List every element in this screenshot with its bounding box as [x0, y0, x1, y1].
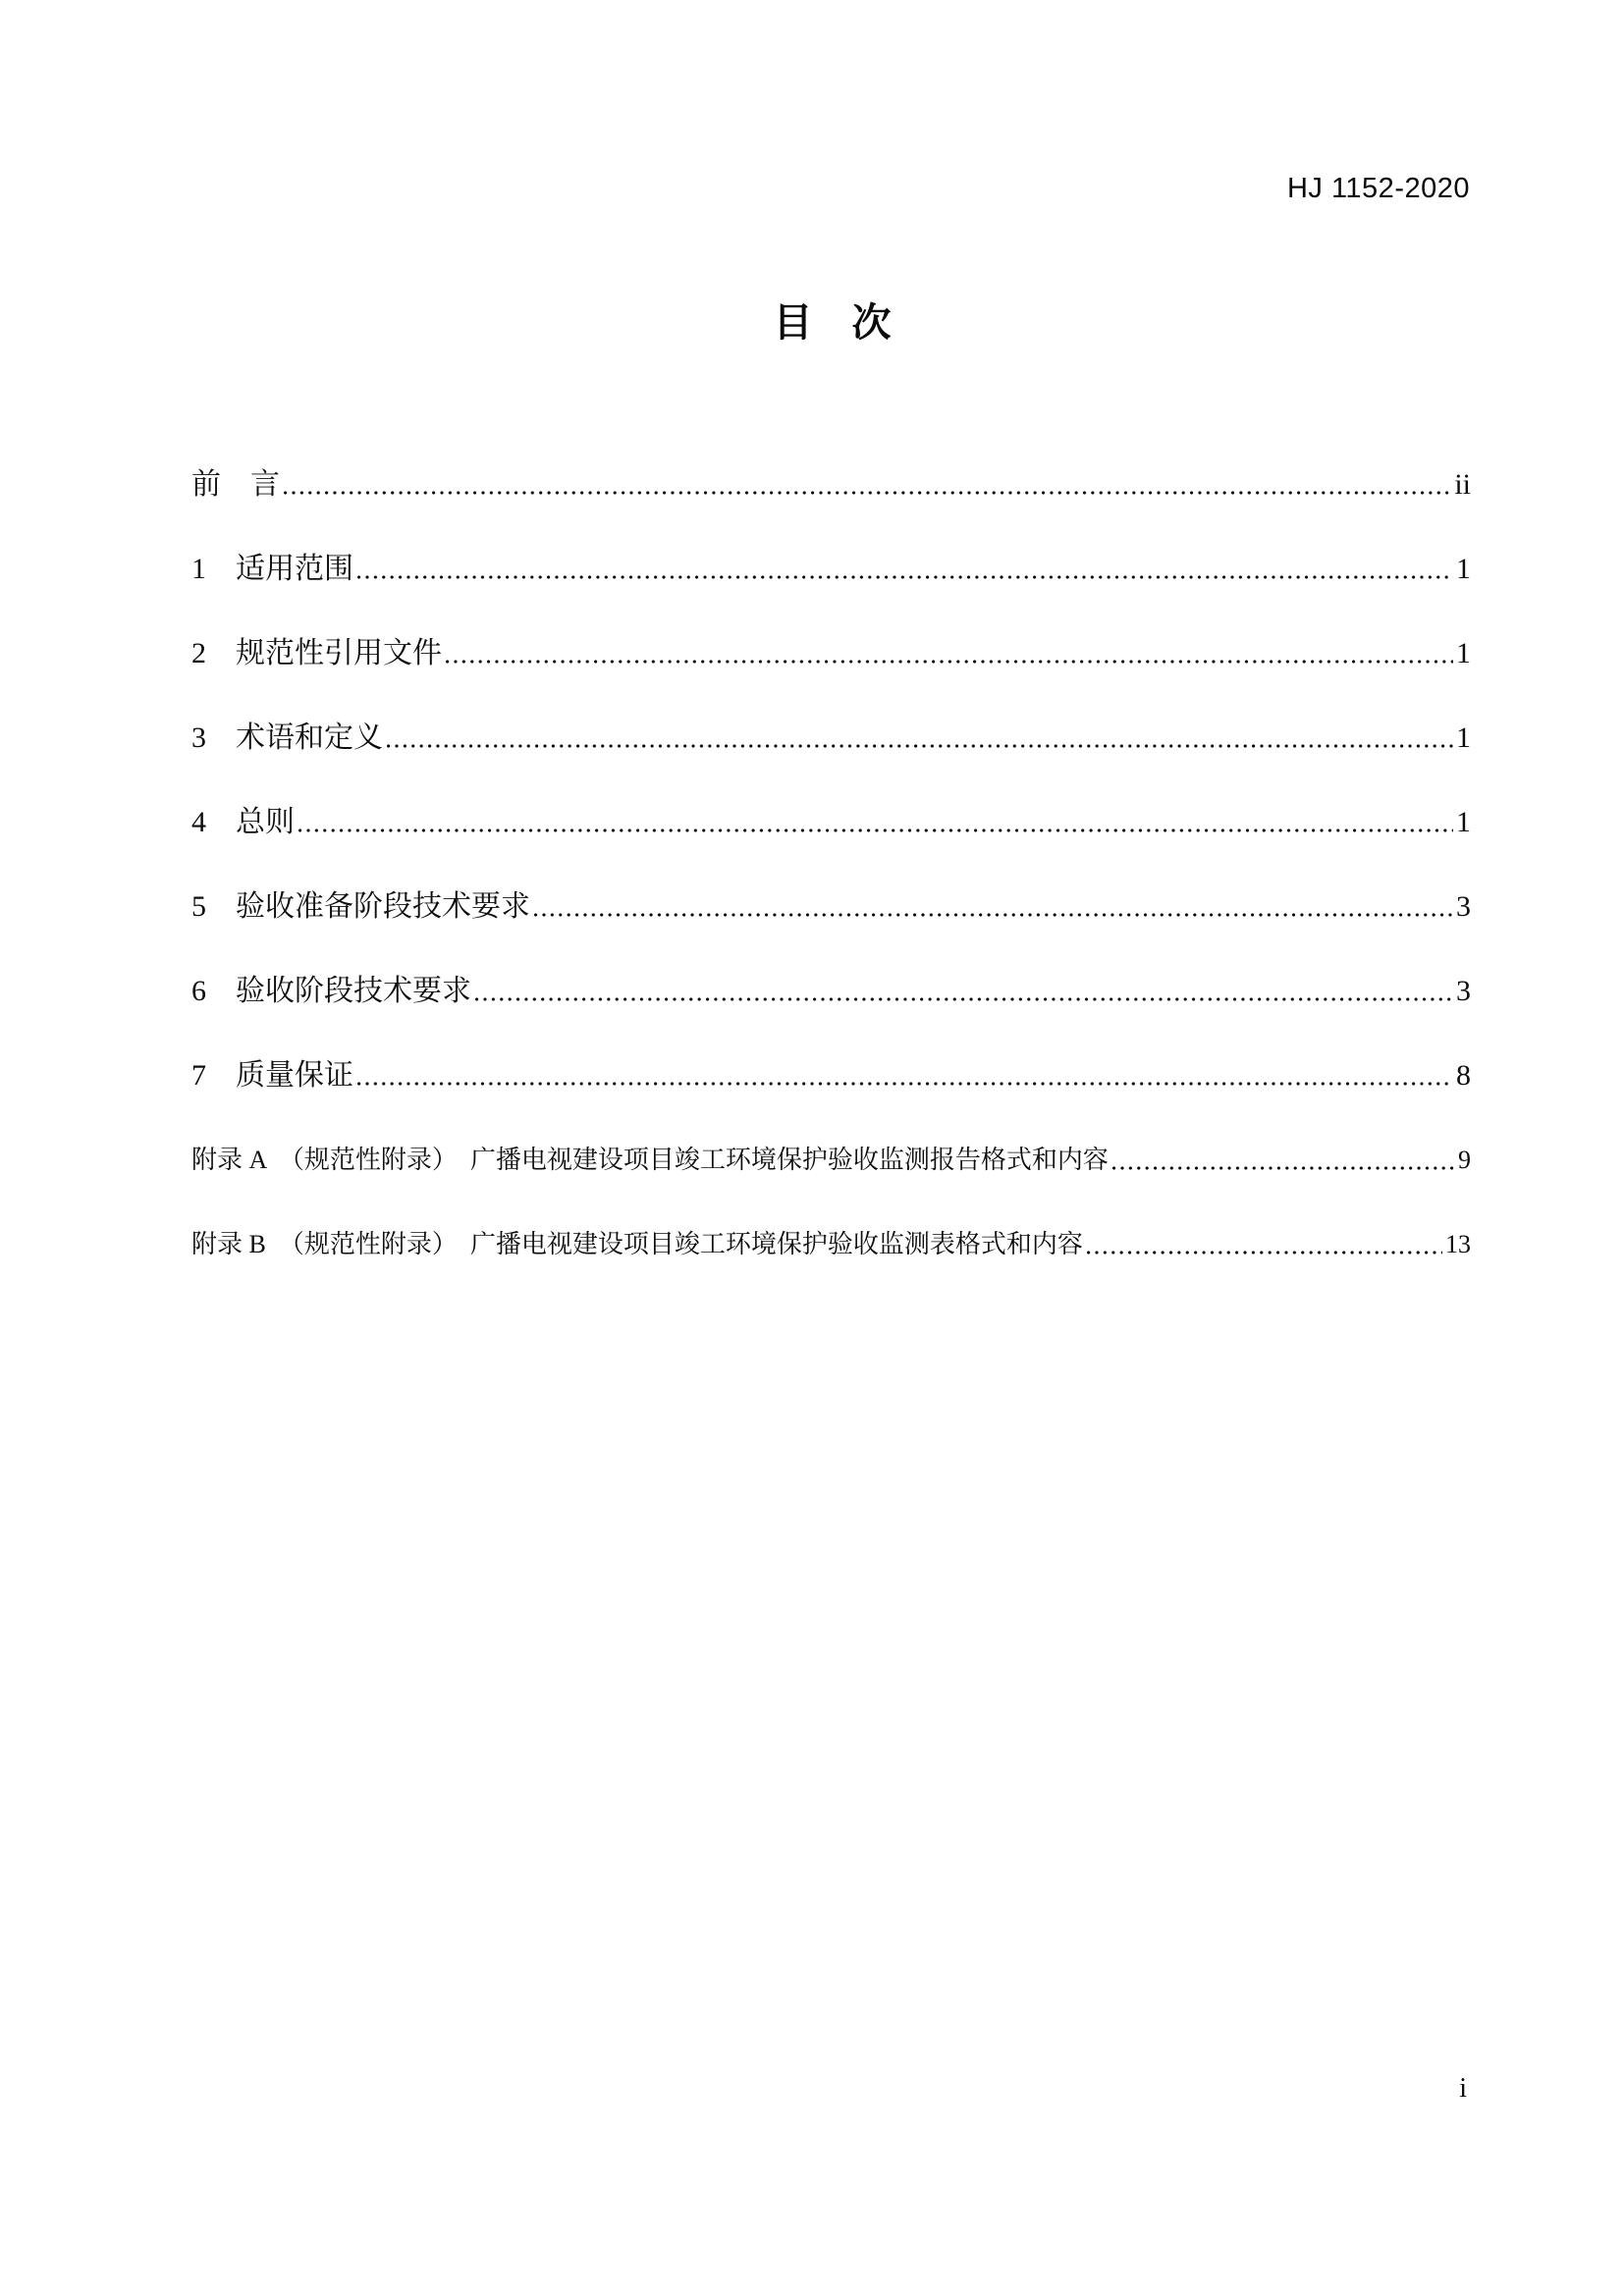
toc-entry-scope — [191, 527, 1471, 612]
toc-entry-label: 3 术语和定义 — [191, 721, 383, 754]
dot-leader — [284, 491, 1451, 495]
toc-entry-page: 3 — [1456, 890, 1471, 923]
dot-leader — [534, 913, 1453, 917]
dot-leader — [446, 660, 1453, 664]
toc-entry-appendix-b — [191, 1202, 1471, 1287]
toc-entry-foreword — [191, 443, 1471, 527]
page-title: 目 次 — [773, 301, 892, 345]
toc-entry-label: 前 言 — [191, 468, 280, 501]
toc-entry-page: 8 — [1456, 1059, 1471, 1092]
toc-entry-appendix-a — [191, 1118, 1471, 1202]
toc-entry-general-principles — [191, 780, 1471, 865]
toc-entry-preparation-stage — [191, 865, 1471, 949]
toc-entry-page: 1 — [1456, 637, 1471, 669]
dot-leader — [1112, 1166, 1455, 1170]
toc-entry-page: ii — [1454, 468, 1471, 501]
dot-leader — [357, 1082, 1453, 1086]
dot-leader — [357, 575, 1453, 579]
dot-leader — [1087, 1251, 1442, 1255]
toc-entry-label: 附录 A （规范性附录） 广播电视建设项目竣工环境保护验收监测报告格式和内容 — [191, 1146, 1109, 1174]
toc-entry-page: 9 — [1458, 1146, 1471, 1174]
toc-entry-page: 1 — [1456, 553, 1471, 585]
toc-entry-label: 1 适用范围 — [191, 553, 353, 585]
toc-entry-label: 附录 B （规范性附录） 广播电视建设项目竣工环境保护验收监测表格式和内容 — [191, 1230, 1083, 1258]
toc-entry-page: 13 — [1445, 1230, 1471, 1258]
toc-entry-label: 4 总则 — [191, 806, 295, 838]
toc-entry-label: 7 质量保证 — [191, 1059, 353, 1092]
dot-leader — [298, 828, 1453, 832]
toc-entry-label: 2 规范性引用文件 — [191, 637, 442, 669]
toc-entry-label: 6 验收阶段技术要求 — [191, 975, 471, 1007]
standard-code: HJ 1152-2020 — [1286, 173, 1470, 204]
toc-entry-normative-references — [191, 612, 1471, 696]
toc-entry-quality-assurance — [191, 1034, 1471, 1118]
toc-entry-acceptance-stage — [191, 949, 1471, 1034]
footer-page-number: i — [1459, 2073, 1467, 2104]
toc-entry-page: 1 — [1456, 721, 1471, 754]
dot-leader — [475, 997, 1453, 1001]
toc-entry-page: 1 — [1456, 806, 1471, 838]
toc-entry-terms-definitions — [191, 696, 1471, 780]
toc-entry-label: 5 验收准备阶段技术要求 — [191, 890, 530, 923]
dot-leader — [387, 744, 1453, 748]
toc-entry-page: 3 — [1456, 975, 1471, 1007]
table-of-contents — [191, 443, 1471, 1287]
